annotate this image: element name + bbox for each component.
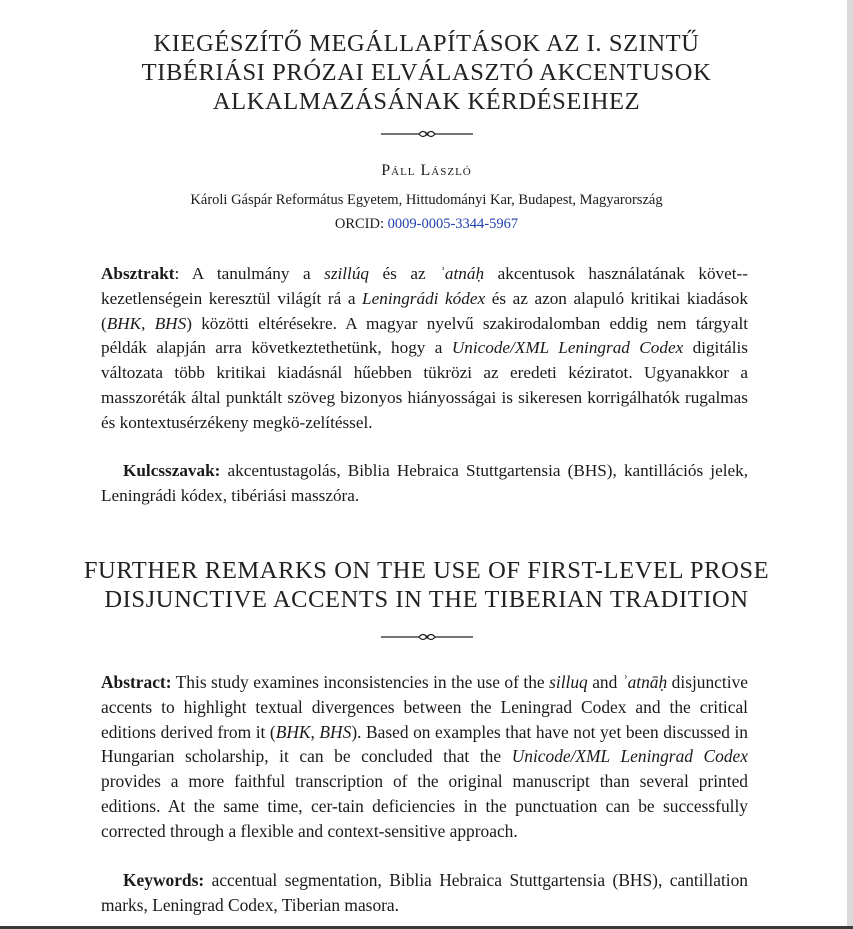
abstract-hu-text: , — [141, 313, 155, 333]
abstract-hu-text: digitális változata több kritikai kiadásnál hűebben tükrözi az eredeti kéziratot. Ugyanakkor a masszoréták által punktált szöveg bizonyos hiányosságai is sikeresen korrigálhatók rugalmas és kontextusérzékeny megkö-zelítéssel. — [101, 338, 748, 432]
hungarian-abstract — [101, 262, 748, 436]
english-title-line-2: DISJUNCTIVE ACCENTS IN THE TIBERIAN TRADITION — [104, 586, 749, 613]
abstract-en-term: silluq — [549, 672, 588, 692]
abstract-hu-text: : A tanulmány a — [174, 264, 325, 283]
abstract-hu-term: szillúq — [324, 264, 370, 283]
abstract-hu-text: akcentusok használatának követ-kezetlenségein keresztül világít rá a — [101, 264, 748, 308]
abstract-en-term: Unicode/XML Leningrad Codex — [511, 746, 748, 767]
orcid-line — [80, 216, 773, 233]
hungarian-title-line-3: ALKALMAZÁSÁNAK KÉRDÉSEIHEZ — [212, 88, 641, 115]
abstract-en-term: ʾatnāḥ — [621, 672, 668, 692]
abstract-hu-term: ʾatnáḥ — [439, 264, 485, 283]
page-edge-shadow — [847, 0, 853, 929]
keywords-en-text: accentual segmentation, Biblia Hebraica Stuttgartensia (BHS), cantillation marks, Leningrad Codex, Tiberian masora. — [101, 870, 748, 915]
hungarian-title — [80, 29, 773, 116]
ornament-divider-icon — [379, 128, 475, 140]
hungarian-title-line-1: KIEGÉSZÍTŐ MEGÁLLAPÍTÁSOK AZ I. SZINTŰ — [153, 30, 700, 57]
keywords-en-label: Keywords: — [123, 870, 205, 890]
ornament-divider-icon — [379, 631, 475, 643]
keywords-hu-text: akcentustagolás, Biblia Hebraica Stuttgartensia (BHS), kantillációs jelek, Leningrádi kódex, tibériási masszóra. — [101, 461, 748, 505]
abstract-en-term: BHK — [275, 721, 311, 742]
orcid-link[interactable]: 0009-0005-3344-5967 — [387, 216, 519, 232]
english-title-line-1: FURTHER REMARKS ON THE USE OF FIRST-LEVEL PROSE — [83, 557, 770, 584]
abstract-hu-label: Absztrakt — [101, 264, 175, 283]
abstract-hu-term: BHS — [154, 313, 187, 333]
hungarian-title-line-2: TIBÉRIÁSI PRÓZAI ELVÁLASZTÓ AKCENTUSOK — [141, 59, 712, 86]
abstract-en-text: This study examines inconsistencies in the use of the — [171, 672, 550, 692]
english-title — [80, 556, 773, 614]
abstract-hu-term: BHK — [106, 313, 142, 333]
hungarian-keywords — [101, 459, 748, 509]
abstract-hu-text: és az — [369, 264, 440, 283]
abstract-hu-term: Leningrádi kódex — [362, 288, 486, 308]
abstract-hu-term: Unicode/XML Leningrad Codex — [451, 338, 684, 358]
abstract-hu-text: és az azon alapuló kritikai kiadások ( — [101, 288, 748, 333]
abstract-en-text: , — [310, 721, 320, 742]
abstract-en-term: BHS — [319, 721, 352, 742]
english-keywords — [101, 868, 748, 918]
keywords-hu-label: Kulcsszavak: — [123, 461, 221, 480]
abstract-en-text: provides a more faithful transcription of the original manuscript than several printed editions. At the same time, cer-tain deficiencies in the punctuation can be successfully corrected through a flexible and context-sensitive approach. — [101, 771, 748, 841]
english-abstract — [101, 670, 748, 844]
abstract-en-label: Abstract: — [101, 672, 172, 692]
author-affiliation: Károli Gáspár Református Egyetem, Hittudományi Kar, Budapest, Magyarország — [190, 192, 663, 208]
abstract-hu-text: ) közötti eltérésekre. A magyar nyelvű szakirodalomban eddig nem tárgyalt példák alapján arra következtethetünk, hogy a — [101, 313, 749, 358]
abstract-en-text: and — [587, 672, 622, 692]
author-name: Páll László — [381, 162, 472, 179]
abstract-en-text: ). Based on examples that have not yet been discussed in Hungarian scholarship, it can be concluded that the — [101, 721, 748, 767]
orcid-label: ORCID: — [334, 216, 385, 232]
abstract-en-text: disjunctive accents to highlight textual divergences between the Leningrad Codex and the critical editions derived from it ( — [101, 672, 748, 742]
